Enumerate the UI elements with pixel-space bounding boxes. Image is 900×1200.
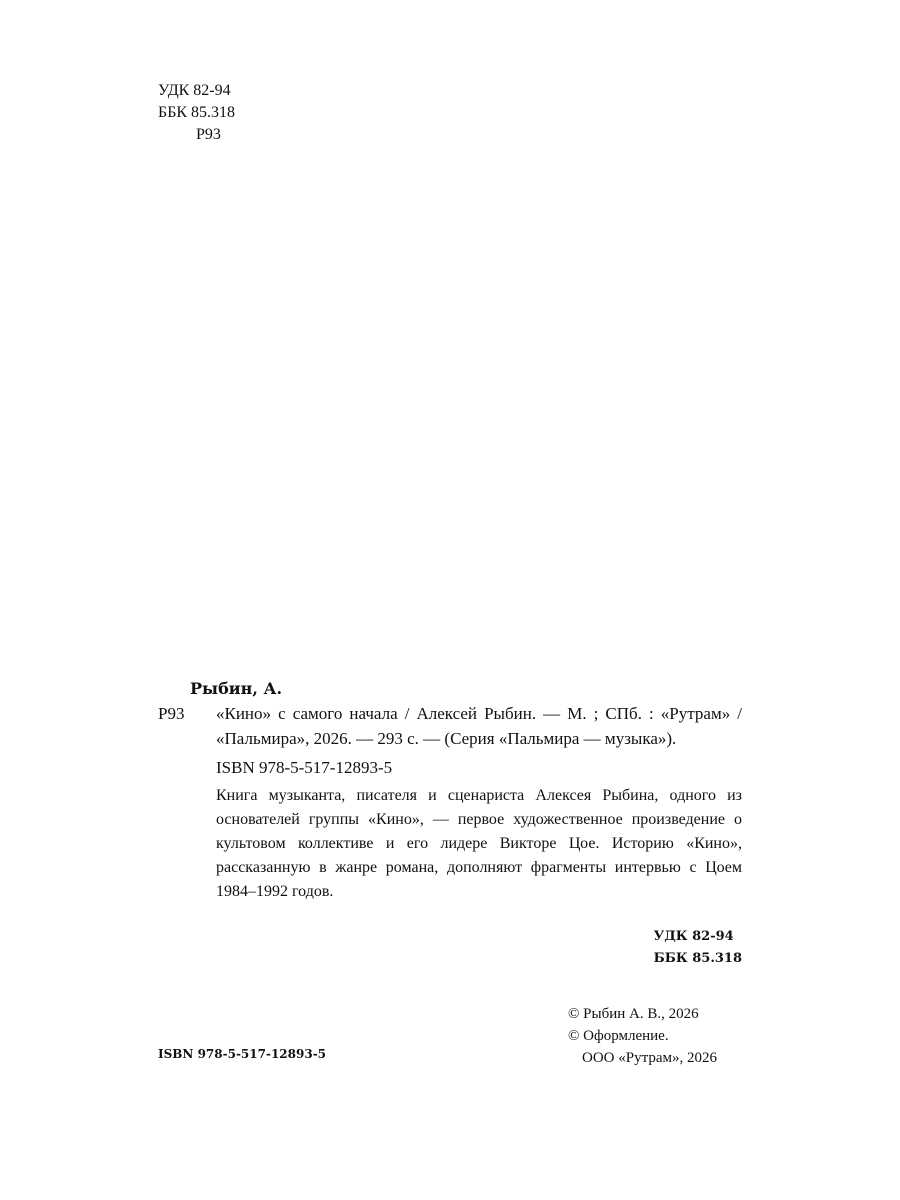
entry-main-row [158, 701, 742, 751]
copyright-publisher: ООО «Рутрам», 2026 [582, 1050, 717, 1066]
entry-isbn: ISBN 978-5-517-12893-5 [216, 758, 393, 777]
udk-code: УДК 82-94 [158, 82, 231, 99]
bottom-isbn: ISBN 978-5-517-12893-5 [158, 1047, 327, 1061]
entry-author-sign: Р93 [158, 704, 185, 723]
copyright-block [568, 1003, 717, 1069]
copyright-design: © Оформление. [568, 1028, 669, 1044]
entry-description: «Кино» с самого начала / Алексей Рыбин. — М. ; СПб. : «Рутрам» / «Пальмира», 2026. — 293 с. — (Серия «Пальмира — музыка»). [216, 704, 742, 748]
copyright-author: © Рыбин А. В., 2026 [568, 1006, 699, 1022]
classification-codes-top [158, 80, 235, 146]
author-sign: Р93 [196, 126, 221, 143]
classification-codes-right [654, 926, 742, 970]
entry-abstract: Книга музыканта, писателя и сценариста Алексея Рыбина, одного из основателей группы «Кино», — первое художественное произведение о культовом коллективе и его лидере Викторе Цое. Историю «Кино», рассказанную в жанре романа, дополняют фрагменты интервью с Цоем 1984–1992 годов. [216, 787, 742, 900]
bbk-code-bold: ББК 85.318 [653, 951, 742, 966]
bbk-code: ББК 85.318 [158, 104, 236, 121]
bibliographic-entry [158, 676, 742, 904]
udk-code-bold: УДК 82-94 [653, 929, 734, 944]
entry-author: Рыбин, А. [190, 679, 283, 698]
